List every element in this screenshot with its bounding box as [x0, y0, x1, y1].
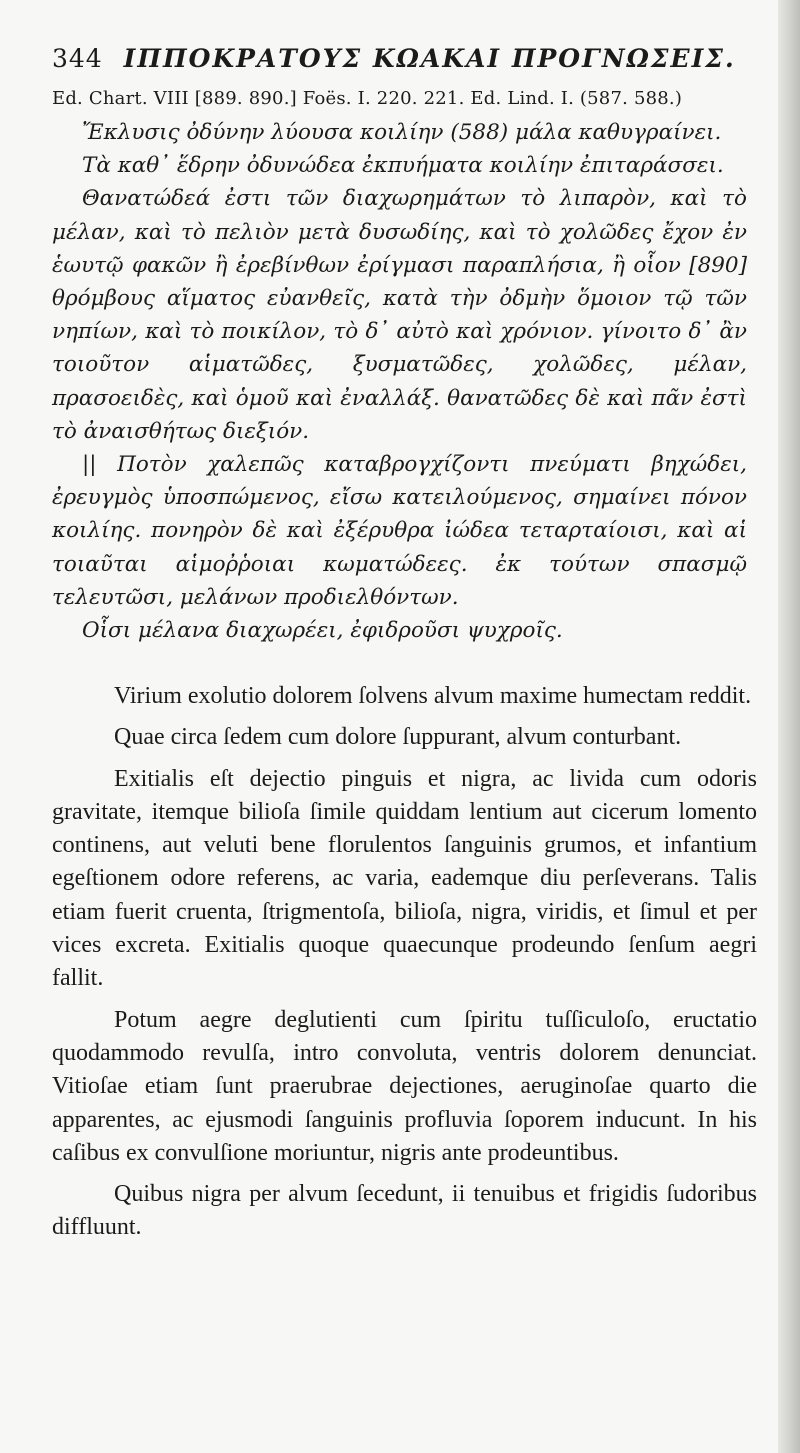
- latin-paragraph: Quibus nigra per alvum ſecedunt, ii tenuibus et frigidis ſudoribus diffluunt.: [52, 1181, 757, 1241]
- greek-paragraph: Τὰ καθ᾽ ἕδρην ὀδυνώδεα ἐκπυήματα κοιλίην ἐπιταράσσει.: [82, 153, 724, 179]
- edition-references: Ed. Chart. VIII [889. 890.] Foës. I. 220. 221. Ed. Lind. I. (587. 588.): [52, 88, 683, 109]
- running-title: ΙΠΠΟΚΡΑΤΟΥΣ ΚΩΑΚΑΙ ΠΡΟΓΝΩΣΕΙΣ.: [123, 44, 736, 73]
- greek-paragraph: Ἔκλυσις ὀδύνην λύουσα κοιλίην (588) μάλα καθυγραίνει.: [82, 120, 722, 145]
- greek-paragraph: Οἷσι μέλανα διαχωρέει, ἐφιδροῦσι ψυχροῖς.: [82, 618, 563, 644]
- greek-text-block: [52, 116, 747, 647]
- latin-text-block: [52, 680, 757, 1253]
- latin-paragraph: Potum aegre deglutienti cum ſpiritu tuſſiculoſo, eructatio quodammodo revulſa, intro convoluta, ventris dolorem denunciat. Vitioſae etiam ſunt praerubrae dejectiones, aeruginoſae quarto die apparentes, ac ejusmodi ſanguinis profluvia ſoporem inducunt. In his caſibus ex convulſione moriuntur, nigris ante prodeuntibus.: [52, 1006, 757, 1166]
- greek-paragraph: || Ποτὸν χαλεπῶς καταβρογχίζοντι πνεύματι βηχώδει, ἐρευγμὸς ὑποσπώμενος, εἴσω κατειλούμενος, σημαίνει πόνον κοιλίης. πονηρὸν δὲ καὶ ἐξέρυθρα ἰώδεα τεταρταίοισι, καὶ αἱ τοιαῦται αἱμοῤῥοιαι κωματώδεες. ἐκ τούτων σπασμῷ τελευτῶσι, μελάνων προδιελθόντων.: [52, 452, 747, 610]
- running-header: [52, 44, 752, 73]
- page-number: 344: [52, 44, 103, 73]
- latin-paragraph: Exitialis eſt dejectio pinguis et nigra, ac livida cum odoris gravitate, itemque bilioſa ſimile quiddam lentium aut cicerum lomento continens, aut veluti bene florulentos ſanguinis grumos, et infantium egeſtionem odore referens, ac varia, eademque diu perſeverans. Talis etiam fuerit cruenta, ſtrigmentoſa, bilioſa, nigra, viridis, et ſimul et per vices excreta. Exitialis quoque quaecunque prodeundo ſenſum aegri fallit.: [52, 765, 757, 992]
- latin-paragraph: Quae circa ſedem cum dolore ſuppurant, alvum conturbant.: [114, 724, 682, 751]
- page-edge-shadow: [778, 0, 800, 1453]
- latin-paragraph: Virium exolutio dolorem ſolvens alvum maxime humectam reddit.: [114, 683, 752, 709]
- greek-paragraph: Θανατώδεά ἐστι τῶν διαχωρημάτων τὸ λιπαρὸν, καὶ τὸ μέλαν, καὶ τὸ πελιὸν μετὰ δυσωδίης, καὶ τὸ χολῶδες ἔχον ἐν ἑωυτῷ φακῶν ἢ ἐρεβίνθων ἐρίγμασι παραπλήσια, ἢ οἷον [890] θρόμβους αἵματος εὐανθεῖς, κατὰ τὴν ὀδμὴν ὅμοιον τῷ τῶν νηπίων, καὶ τὸ ποικίλον, τὸ δ᾽ αὐτὸ καὶ χρόνιον. γίνοιτο δ᾽ ἂν τοιοῦτον αἱματῶδες, ξυσματῶδες, χολῶδες, μέλαν, πρασοειδὲς, καὶ ὁμοῦ καὶ ἐναλλάξ. θανατῶδες δὲ καὶ πᾶν ἐστὶ τὸ ἀναισθήτως διεξιόν.: [52, 186, 747, 444]
